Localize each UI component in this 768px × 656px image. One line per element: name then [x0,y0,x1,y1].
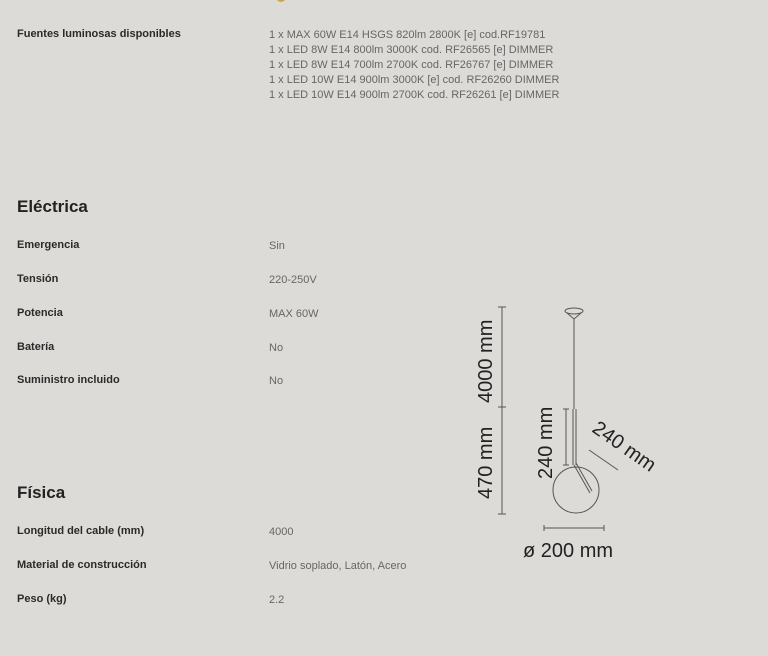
spec-value: No [269,342,284,354]
spec-label: Tensión [17,273,59,285]
spec-label: Emergencia [17,239,80,251]
dimension-label-diameter: ø 200 mm [523,540,614,562]
spec-value: 4000 [269,526,294,538]
decorative-dot-icon [276,0,286,2]
light-source-line: 1 x LED 10W E14 900lm 2700K cod. RF26261 [e] DIMMER [269,89,560,101]
lamp-arm [574,465,590,493]
section-heading-fisica: Física [17,483,66,502]
spec-label: Batería [17,341,55,353]
spec-value: No [269,375,284,387]
lamp-dimension-diagram [460,295,690,575]
dimension-label-total: 4000 mm [475,319,497,403]
dimension-line-arm [589,450,618,470]
light-source-line: 1 x MAX 60W E14 HSGS 820lm 2800K [e] cod.RF19781 [269,29,546,41]
light-source-line: 1 x LED 8W E14 800lm 3000K cod. RF26565 [e] DIMMER [269,44,554,56]
spec-label: Material de construcción [17,559,147,571]
spec-value: Sin [269,240,285,252]
spec-value-list [269,28,559,103]
spec-value: 220-250V [269,274,317,286]
dimension-label-stem: 240 mm [535,406,557,479]
dimension-label-lower: 470 mm [475,426,497,499]
section-heading-electrica: Eléctrica [17,197,88,216]
spec-label: Fuentes luminosas disponibles [17,28,181,40]
lamp-globe [553,467,599,513]
spec-label: Peso (kg) [17,593,67,605]
light-source-line: 1 x LED 10W E14 900lm 3000K [e] cod. RF26260 DIMMER [269,74,560,86]
light-source-line: 1 x LED 8W E14 700lm 2700K cod. RF26767 [e] DIMMER [269,59,554,71]
spec-label: Longitud del cable (mm) [17,525,145,537]
spec-value: Vidrio soplado, Latón, Acero [269,560,407,572]
spec-label: Potencia [17,307,63,319]
spec-label: Suministro incluido [17,374,120,386]
dimension-label-arm: 240 mm [588,417,660,477]
spec-value: 2.2 [269,594,285,606]
spec-value: MAX 60W [269,308,319,320]
